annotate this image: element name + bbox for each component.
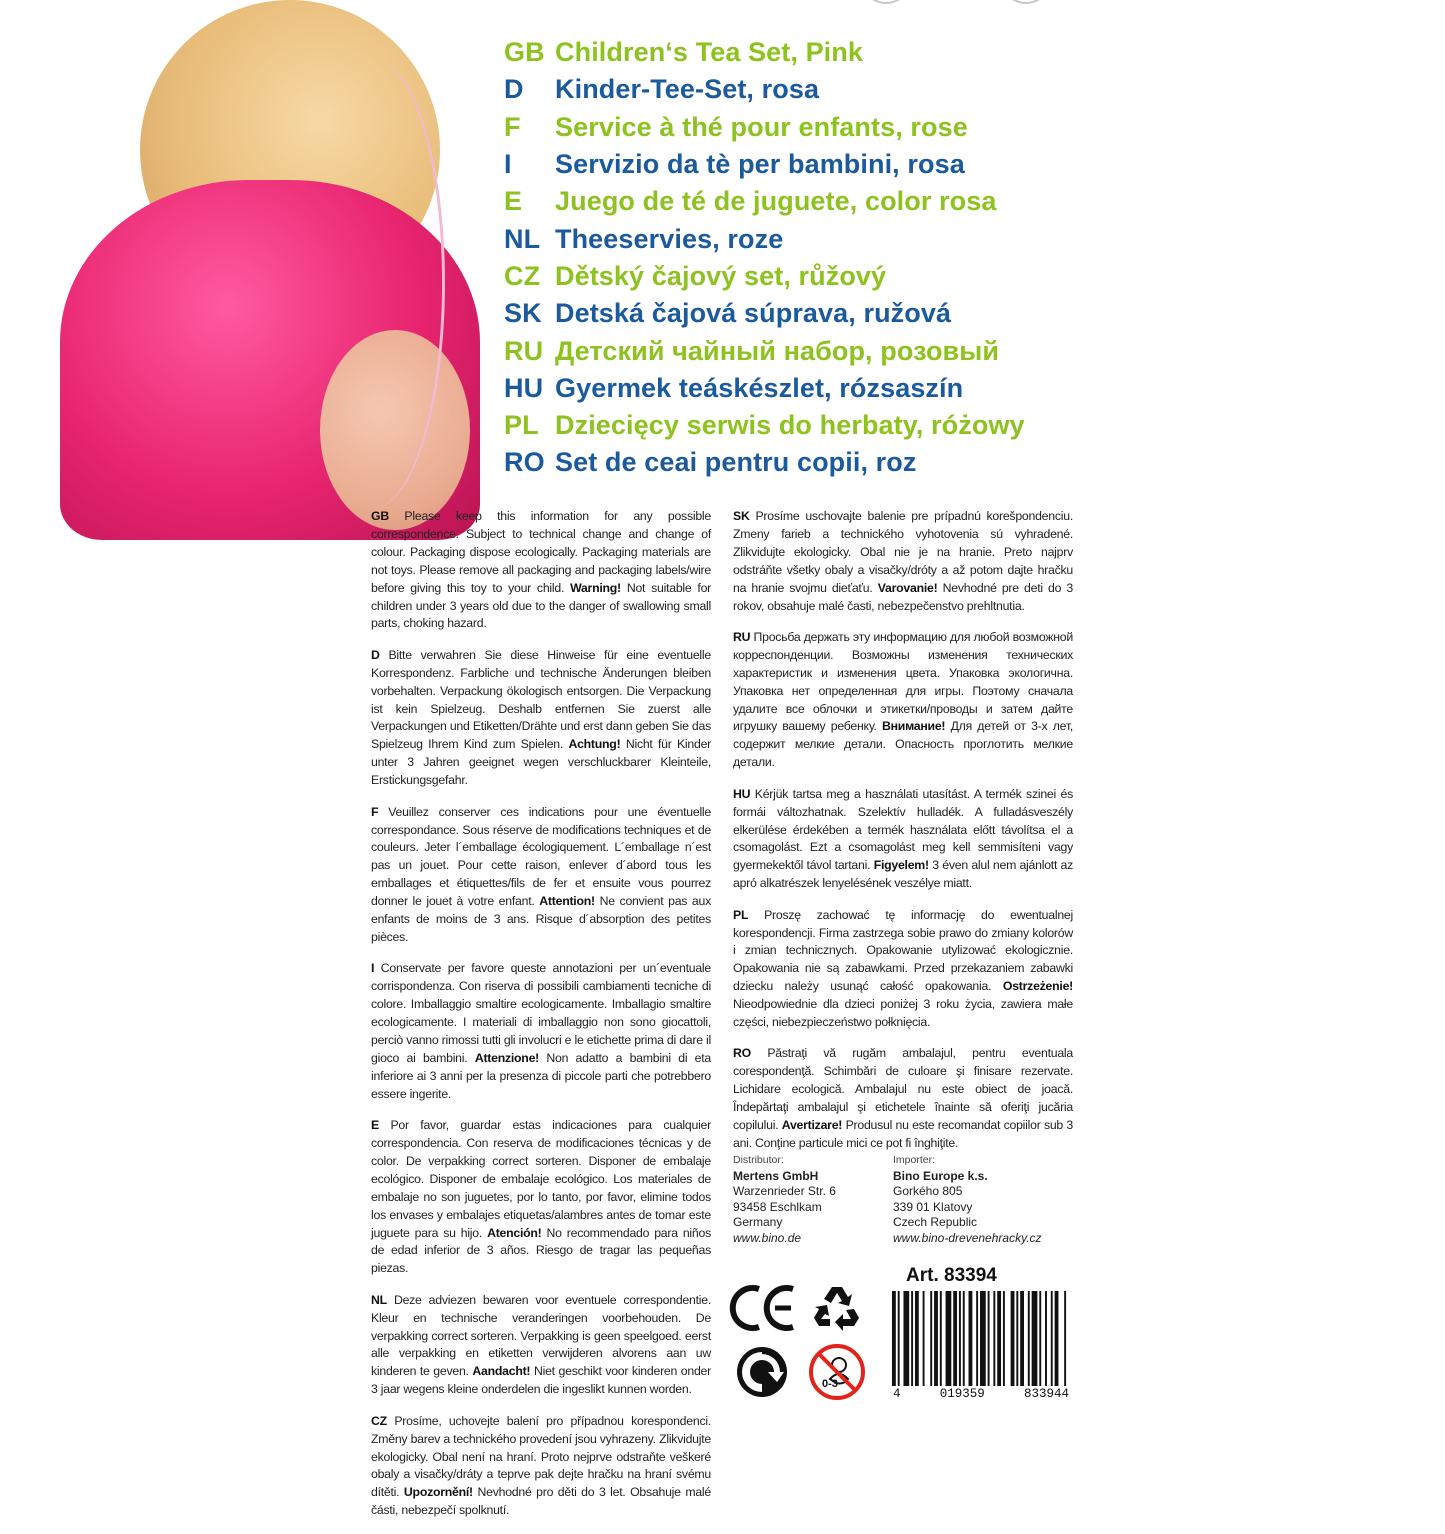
product-title: Детский чайный набор, розовый <box>555 335 1000 366</box>
warning-text: Nicht für Kinder unter 3 Jahren geeignet wegen verschluckbarer Kleinteile, Erstickungsgefahr. <box>371 737 712 788</box>
barcode-bar <box>1011 1291 1015 1386</box>
notice-gb <box>371 508 711 633</box>
barcode-bar <box>898 1291 900 1386</box>
notice-language-code: RU <box>733 629 751 644</box>
barcode-bar <box>1055 1291 1059 1386</box>
warning-label: Upozornění! <box>403 1485 473 1500</box>
barcode-bar <box>946 1291 952 1386</box>
warning-label: Ostrzeżenie! <box>1002 979 1074 994</box>
product-title: Detská čajová súprava, ružová <box>555 298 952 329</box>
barcode-bar <box>959 1291 961 1386</box>
notice-d <box>371 647 711 790</box>
title-row-pl <box>504 407 1025 444</box>
title-row-e <box>504 183 1025 220</box>
product-title: Kinder-Tee-Set, rosa <box>555 74 820 105</box>
importer-website: www.bino-drevenehracky.cz <box>893 1230 1042 1245</box>
barcode-bar <box>940 1291 942 1386</box>
notice-text: Please keep this information for any possible correspondence. Subject to technical change and change of colour. Packaging dispose ecologically. Packaging materials are not toys. Please remove all packaging and packaging labels/wire before giving this toy to your child. <box>371 509 711 595</box>
warning-label: Varovanie! <box>877 580 938 595</box>
barcode-bar <box>1039 1291 1041 1386</box>
notice-f <box>371 804 711 947</box>
product-title: Dziecięcy serwis do herbaty, różowy <box>555 410 1025 441</box>
warning-text: No recommendado para niños de edad inferior de 3 años. Riesgo de tragar las pequeñas piezas. <box>371 1225 711 1276</box>
barcode-bar <box>976 1291 978 1386</box>
title-row-sk <box>504 295 1025 332</box>
warning-text: Niet geschikt voor kinderen onder 3 jaar wegens kleine onderdelen die ingeslikt kunnen worden. <box>371 1364 711 1397</box>
notice-language-code: NL <box>371 1292 387 1307</box>
distributor-address <box>733 1153 836 1247</box>
warning-text: Nevhodné pro děti do 3 let. Obsahuje malé části, nebezpečí spolknutí. <box>371 1485 711 1518</box>
notice-text: Prosíme, uchovejte balení pro případnou korespondenci. Změny barev a technického provedení jsou vyhrazeny. Zlikvidujte ekologicky. Obal není na hraní. Proto nejprve odstraňte veškeré obaly a visačky/dráty a teprve pak dejte hračku na hraní svému dítěti. <box>371 1413 711 1500</box>
product-title-list <box>504 34 1025 482</box>
language-code: RU <box>504 335 544 366</box>
barcode-bar <box>1028 1291 1030 1386</box>
barcode-bar <box>1020 1291 1024 1386</box>
importer-name: Bino Europe k.s. <box>893 1168 988 1183</box>
title-row-ro <box>504 444 1025 481</box>
title-row-ru <box>504 332 1025 369</box>
notice-e <box>371 1117 711 1278</box>
warning-label: Aandacht! <box>472 1364 531 1379</box>
barcode-digit-group: 019359 <box>939 1387 985 1401</box>
warning-label: Attenzione! <box>474 1050 540 1065</box>
barcode-bar <box>903 1291 909 1386</box>
barcode-bar <box>997 1291 1001 1386</box>
warning-text: Produsul nu este recomandat copiilor sub 3 ani. Conţine particule mici ce pot fi înghiţite. <box>733 1118 1074 1150</box>
notice-text: Păstraţi vă rugăm ambalajul, pentru eventuala corespondenţă. Schimbări de culoare şi finisare rezervate. Lichidare ecologică. Ambalajul nu este obiect de joacă. Îndepărtaţi ambalajul şi etichetele înainte să oferiţi jucăria copilului. <box>733 1046 1073 1133</box>
distributor-city: 93458 Eschlkam <box>733 1199 822 1214</box>
notice-text: Bitte verwahren Sie diese Hinweise für eine eventuelle Korrespondenz. Farbliche und technische Änderungen bleiben vorbehalten. Verpackung ökologisch entsorgen. Die Verpackung ist kein Spielzeug. Deshalb entfernen Sie zuerst alle Verpackungen und Etiketten/Drähte und erst dann geben Sie das Spielzeug Ihrem Kind zum Spielen. <box>371 647 711 752</box>
barcode-bar <box>953 1291 957 1386</box>
barcode-bar <box>963 1291 965 1386</box>
barcode-bar <box>993 1291 995 1386</box>
title-row-hu <box>504 370 1025 407</box>
barcode-bar <box>1003 1291 1005 1386</box>
notice-i <box>371 960 711 1103</box>
age-label: 0-3 <box>822 1378 838 1390</box>
barcode-digit-group: 833944 <box>1023 1387 1069 1401</box>
warning-text: Not suitable for children under 3 years old due to the danger of swallowing small parts, choking hazard. <box>371 580 712 631</box>
barcode-bar <box>1045 1291 1047 1386</box>
notice-language-code: PL <box>733 907 749 922</box>
notice-hu <box>733 786 1073 893</box>
distributor-street: Warzenrieder Str. 6 <box>733 1184 836 1199</box>
product-title: Service à thé pour enfants, rose <box>555 111 968 142</box>
warning-text: Ne convient pas aux enfants de moins de 3 ans. Risque d´absorption des petites pièces. <box>371 894 711 944</box>
ean-barcode <box>892 1291 1068 1386</box>
warning-label: Avertizare! <box>781 1118 843 1133</box>
notice-ro <box>733 1045 1073 1152</box>
language-code: RO <box>504 447 545 478</box>
barcode-bar <box>1016 1291 1018 1386</box>
product-photo <box>0 0 460 520</box>
barcode-bar <box>1051 1291 1053 1386</box>
notice-text: Deze adviezen bewaren voor eventuele correspondentie. Kleur en technische veranderingen voorbehouden. De verpakking correct sorteren. Verpakking is geen speelgoed. eerst alle verpakking en etiketten verwijderen alvorens aan uw kinderen te geven. <box>371 1292 711 1379</box>
language-code: E <box>504 186 523 217</box>
notice-language-code: E <box>371 1118 379 1133</box>
warning-text: Для детей от 3-х лет, содержит мелкие детали. Опасность проглотить мелкие детали. <box>733 719 1074 770</box>
importer-address <box>893 1153 1042 1247</box>
warning-label: Figyelem! <box>873 858 929 873</box>
top-circle-decoration <box>1000 0 1052 4</box>
barcode-bar <box>969 1291 973 1386</box>
ce-mark-icon <box>731 1283 797 1333</box>
warning-text: Non adatto a bambini di eta inferiore ai 3 anni per la presenza di piccole parti che potrebbero essere ingerite. <box>371 1050 712 1101</box>
warning-label: Attention! <box>539 894 595 909</box>
language-code: F <box>504 111 521 142</box>
language-code: HU <box>504 372 544 403</box>
product-title: Gyermek teáskészlet, rózsaszín <box>555 372 964 403</box>
importer-country: Czech Republic <box>893 1215 978 1230</box>
barcode-bar <box>930 1291 932 1386</box>
product-title: Theeservies, roze <box>555 223 784 254</box>
distributor-website: www.bino.de <box>733 1230 802 1245</box>
product-title: Juego de té de juguete, color rosa <box>555 186 997 217</box>
barcode-bar <box>934 1291 938 1386</box>
importer-street: Gorkého 805 <box>893 1184 963 1199</box>
warning-label: Achtung! <box>568 737 621 752</box>
notice-language-code: SK <box>733 509 750 523</box>
notice-language-code: D <box>371 647 380 662</box>
warning-text: Nieodpowiednie dla dzieci poniżej 3 roku życia, zawiera małe części, niebezpieczeństwo połknięcia. <box>733 997 1073 1030</box>
barcode-bar <box>892 1291 896 1386</box>
title-row-f <box>504 109 1025 146</box>
title-row-cz <box>504 258 1025 295</box>
barcode-digit-group: 4 <box>893 1387 901 1401</box>
title-row-d <box>504 71 1025 108</box>
language-code: PL <box>504 410 539 441</box>
language-code: SK <box>504 298 542 329</box>
barcode-bar <box>923 1291 925 1386</box>
language-code: D <box>504 74 524 105</box>
top-circle-decoration <box>860 0 912 4</box>
product-title: Servizio da tè per bambini, rosa <box>555 149 965 180</box>
language-code: GB <box>504 37 545 68</box>
importer-label: Importer: <box>893 1154 936 1166</box>
barcode-bar <box>980 1291 986 1386</box>
barcode-bar <box>988 1291 990 1386</box>
notice-ru <box>733 629 1073 772</box>
notice-nl <box>371 1292 711 1399</box>
notice-language-code: CZ <box>371 1413 387 1428</box>
child-photo <box>0 0 325 520</box>
distributor-label: Distributor: <box>733 1154 784 1166</box>
importer-city: 339 01 Klatovy <box>893 1199 973 1214</box>
barcode-number <box>893 1387 1069 1401</box>
warning-text: 3 éven alul nem ajánlott az apró alkatrészek lenyelésének veszélye miatt. <box>733 858 1074 891</box>
notice-sk <box>733 508 1073 615</box>
notice-column-left <box>371 508 711 1534</box>
product-title: Children‘s Tea Set, Pink <box>555 37 863 68</box>
notice-cz <box>371 1413 711 1520</box>
age-warning-icon <box>808 1343 866 1401</box>
notice-text: Prosíme uschovajte balenie pre prípadnú korešpondenciu. Zmeny farieb a technického vyhotovenia sú vyhradené. Zlikvidujte ekologicky. Obal nie je na hranie. Preto najprv odstráňte všetky obaly a visačky/dróty a až potom dajte hračku na hranie svojmu dieťaťu. <box>733 509 1073 595</box>
barcode-bar <box>911 1291 913 1386</box>
green-dot-icon <box>736 1346 788 1398</box>
article-number: Art. 83394 <box>906 1265 997 1286</box>
product-title: Set de ceai pentru copii, roz <box>555 447 917 478</box>
notice-column-right <box>733 508 1073 1166</box>
notice-text: Por favor, guardar estas indicaciones para cualquier correspondencia. Con reserva de modificaciones técnicas y de color. De verpakking correct sorteren. Disponer de embalaje ecológico. Disponer de embalaje ecológico. Los materiales de embalaje no son juguetes, por lo tanto, por favor, elimine todos los envases y embalajes etiquetas/alambres antes de tomar este juguete para su hijo. <box>371 1118 711 1240</box>
distributor-name: Mertens GmbH <box>733 1168 819 1183</box>
title-row-nl <box>504 220 1025 257</box>
notice-text: Conservate per favore queste annotazioni per un´eventuale corrispondenza. Con riserva di possibili cambiamenti tecniche di colore. Imballaggio smaltire ecologicamente. Imballagio smaltire ecologicamente. I materiali di imballaggio non sono giocattoli, perciò vanno rimossi tutti gli involucri e le etichette prima di dare il gioco ai bambini. <box>371 961 711 1065</box>
notice-language-code: F <box>371 804 379 819</box>
barcode-bar <box>1064 1291 1066 1386</box>
product-title: Dětský čajový set, růžový <box>555 260 887 291</box>
title-row-i <box>504 146 1025 183</box>
language-code: I <box>504 149 512 180</box>
notice-language-code: RO <box>733 1046 751 1061</box>
notice-text: Veuillez conserver ces indications pour une éventuelle correspondance. Sous réserve de modifications techniques et de couleurs. Jeter l´emballage écologiquement. L´emballage n´est pas un jouet. Pour cette raison, enlever d´abord tous les emballages et étiquettes/fils de fer et ensuite vous pourrez donner le jouet à votre enfant. <box>371 804 711 909</box>
warning-label: Atención! <box>487 1225 542 1240</box>
recycle-icon <box>812 1281 862 1331</box>
notice-pl <box>733 907 1073 1032</box>
notice-language-code: I <box>371 961 375 976</box>
language-code: CZ <box>504 260 541 291</box>
barcode-bar <box>915 1291 919 1386</box>
notice-text: Kérjük tartsa meg a használati utasítást. A termék szinei és formái változhatnak. Szelektív hulladék. A fulladásveszély elkerülése érdekében a termék használata előtt távolítsa el a csomagolást. Ezt a csomagolást meg kell semmisíteni vagy gyermekektől távol tartani. <box>733 786 1073 873</box>
warning-label: Внимание! <box>881 719 946 734</box>
notice-text: Proszę zachować tę informację do ewentualnej korespondencji. Firma zastrzega sobie prawo do zmiany kolorów i zmian technicznych. Opakowanie utylizować ekologicznie. Opakowania nie są zabawkami. Przed przekazaniem zabawki dziecku należy usunąć całość opakowania. <box>733 907 1074 994</box>
distributor-country: Germany <box>733 1215 783 1230</box>
notice-language-code: HU <box>733 786 751 801</box>
notice-text: Просьба держать эту информацию для любой возможной корреспонденции. Возможны изменения технических характеристик и изменения цвета. Упаковка экологична. Упаковка нет определенная для игры. Поэтому сначала удалите все облочки и этикетки/проводы и затем дайте игрушку вашему ребенку. <box>733 629 1074 734</box>
warning-label: Warning! <box>570 580 621 595</box>
notice-language-code: GB <box>371 509 389 523</box>
language-code: NL <box>504 223 541 254</box>
warning-text: Nevhodné pre deti do 3 rokov, obsahuje malé časti, nebezpečenstvo prehltnutia. <box>733 580 1073 613</box>
barcode-bar <box>1032 1291 1038 1386</box>
title-row-gb <box>504 34 1025 71</box>
